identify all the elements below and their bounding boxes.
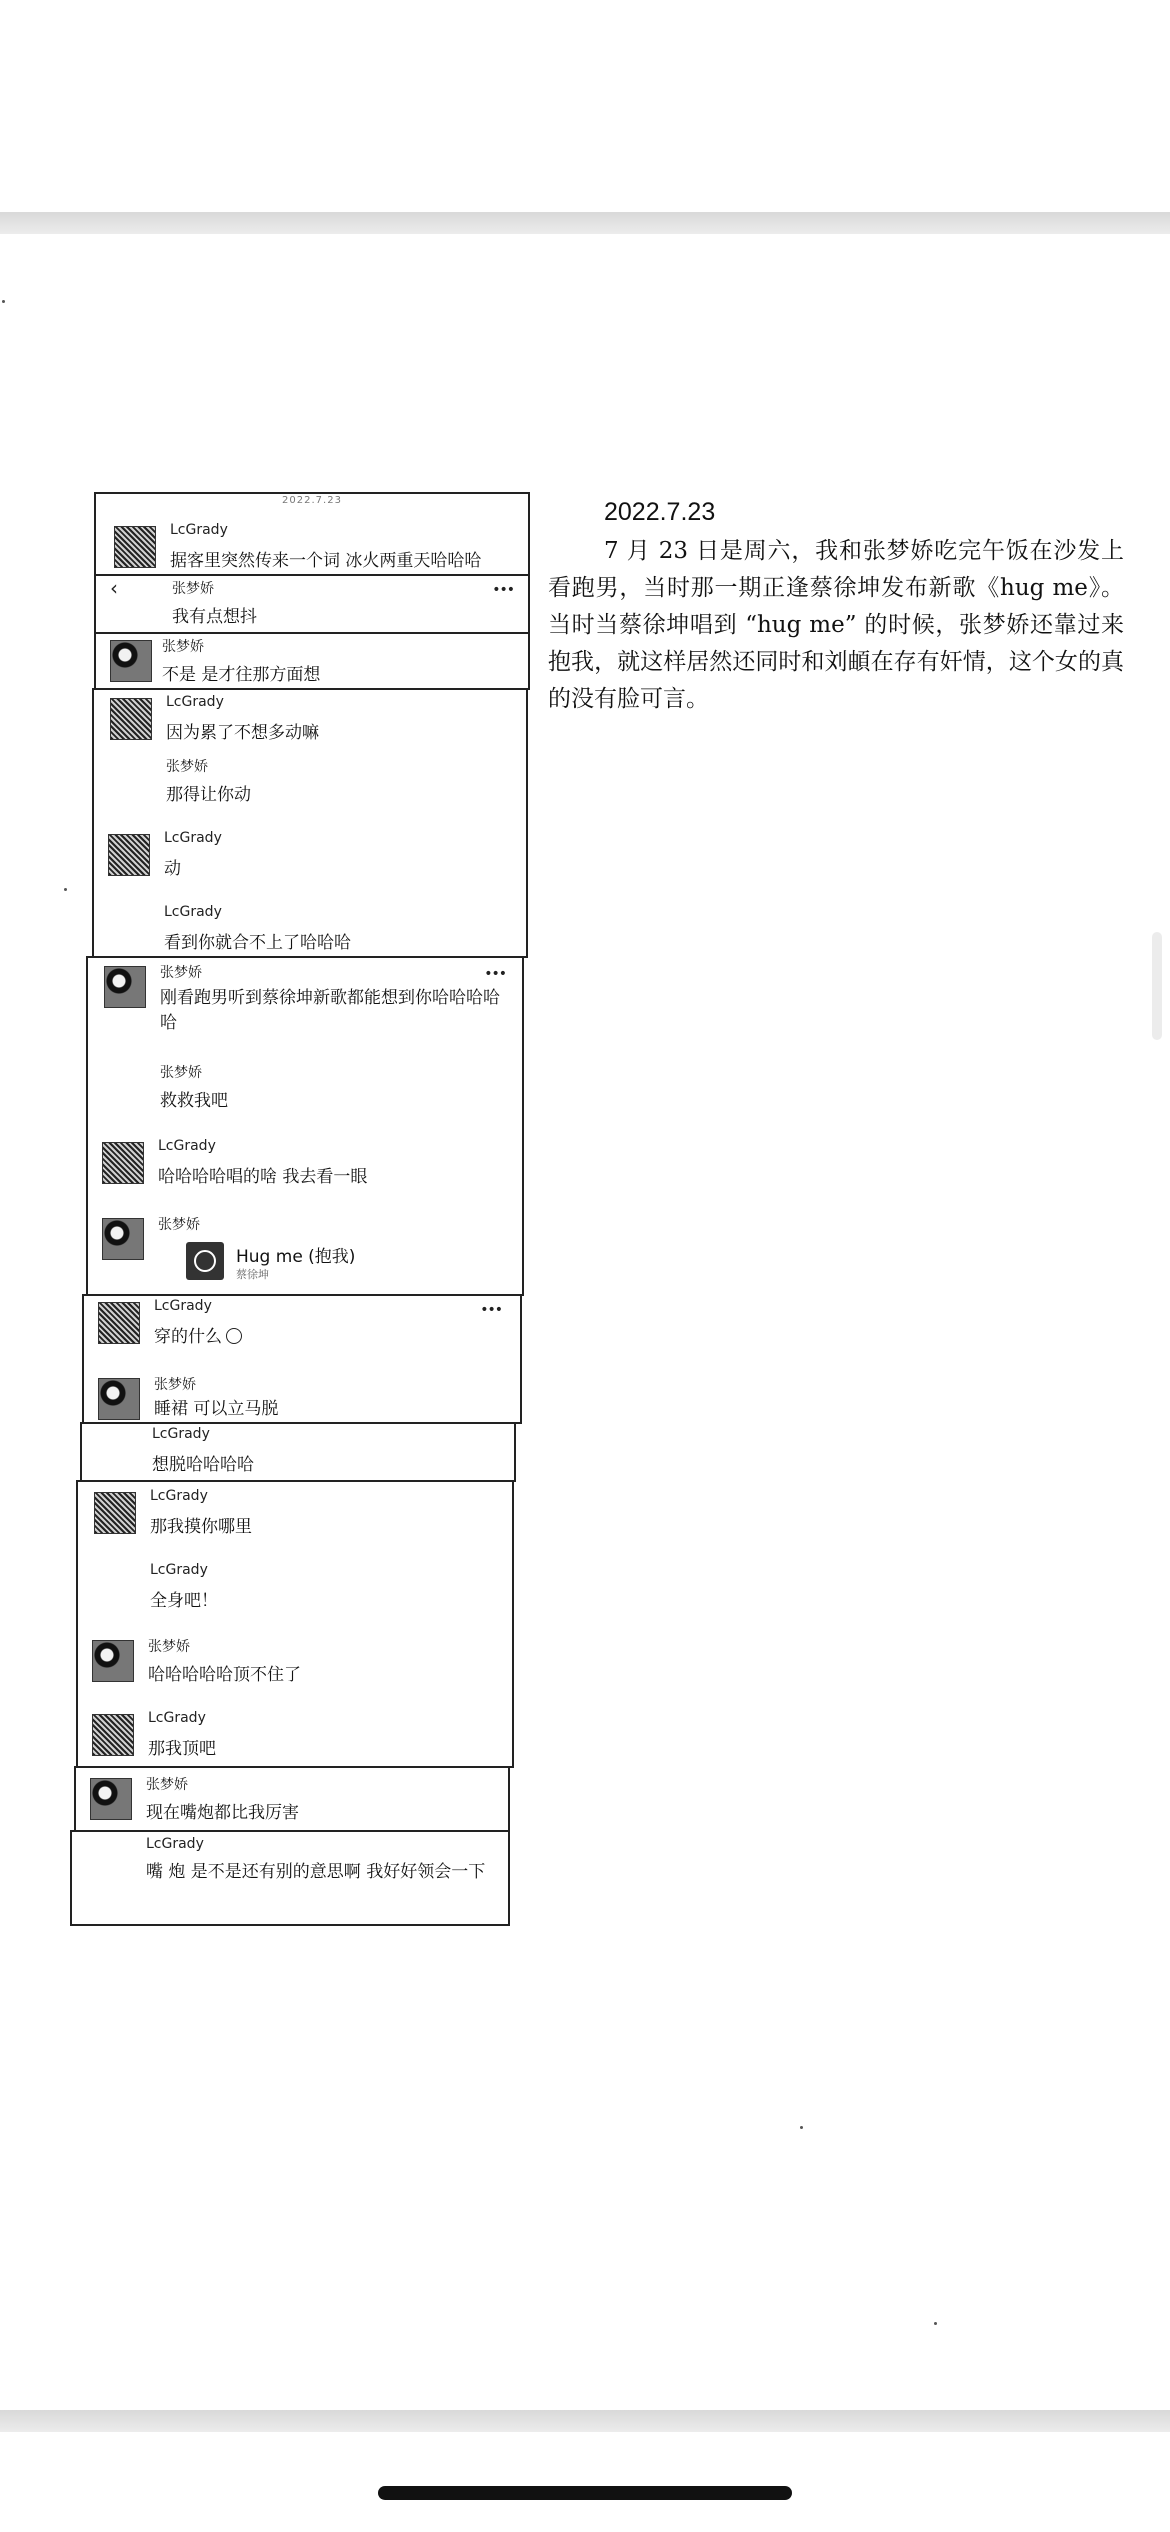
sender-name: LcGrady: [150, 1488, 208, 1504]
evidence-note: [548, 494, 1124, 718]
sender-name: LcGrady: [150, 1562, 208, 1578]
chat-screenshot-strip: [92, 688, 528, 958]
message-text: 睡裙 可以立马脱: [154, 1399, 279, 1419]
sender-name: 张梦娇: [162, 639, 204, 655]
sender-name: LcGrady: [166, 694, 224, 710]
message-text: 想脱哈哈哈哈: [152, 1455, 254, 1475]
message-text: 动: [164, 859, 181, 879]
avatar: [114, 526, 156, 568]
scan-speck: [64, 888, 67, 891]
avatar: [94, 1492, 136, 1534]
sender-name: LcGrady: [148, 1710, 206, 1726]
more-menu-icon: •••: [484, 966, 506, 982]
note-date: 2022.7.23: [604, 498, 716, 526]
chat-message: [110, 756, 520, 828]
chat-message: [98, 1374, 512, 1424]
avatar: [90, 1778, 132, 1820]
home-indicator[interactable]: [378, 2486, 792, 2500]
sender-name: LcGrady: [154, 1298, 212, 1314]
sender-name: 张梦娇: [166, 759, 208, 775]
sender-name: 张梦娇: [172, 581, 214, 597]
message-text: 据客里突然传来一个词 冰火两重天哈哈哈: [170, 551, 482, 571]
chat-message: [86, 1836, 502, 1924]
more-menu-icon: •••: [492, 582, 514, 598]
message-text: 嘴 炮 是不是还有别的意思啊 我好好领会一下: [146, 1862, 486, 1882]
message-text-content: 穿的什么: [154, 1327, 222, 1347]
message-text: [154, 1322, 242, 1347]
message-text: 那得让你动: [166, 785, 251, 805]
chat-date: 2022.7.23: [282, 495, 342, 506]
avatar: [110, 640, 152, 682]
message-text: 因为累了不想多动嘛: [166, 723, 319, 743]
chat-message: [90, 1774, 504, 1830]
message-text: 不是 是才往那方面想: [162, 665, 321, 685]
chat-screenshot-strip: [94, 632, 530, 690]
avatar: [92, 1714, 134, 1756]
chat-message: [104, 1062, 516, 1134]
avatar: [102, 1142, 144, 1184]
message-text: 全身吧！: [150, 1591, 218, 1611]
scan-speck: [934, 2322, 937, 2325]
scan-speck: [2, 300, 5, 303]
message-text: 我有点想抖: [172, 607, 257, 627]
song-title: Hug me (抱我): [236, 1247, 356, 1267]
sender-name: 张梦娇: [158, 1217, 200, 1233]
chat-message: [98, 1298, 512, 1370]
smiley-emoji-icon: [226, 1328, 242, 1344]
page-separator-bottom: [0, 2410, 1170, 2432]
sender-name: LcGrady: [146, 1836, 204, 1852]
message-text: 救救我吧: [160, 1091, 228, 1111]
chat-screenshot-strip: [70, 1830, 510, 1926]
chat-message: [92, 1636, 506, 1708]
chat-screenshot-strip: [86, 956, 524, 1296]
message-text: 刚看跑男听到蔡徐坤新歌都能想到你哈哈哈哈哈: [160, 988, 500, 1033]
sender-name: LcGrady: [152, 1426, 210, 1442]
scan-speck: [800, 2126, 803, 2129]
message-text: 看到你就合不上了哈哈哈: [164, 933, 351, 953]
sender-name: LcGrady: [170, 522, 228, 538]
avatar: [98, 1378, 140, 1420]
sender-name: 张梦娇: [154, 1377, 196, 1393]
chat-message: [94, 1488, 506, 1560]
chat-screenshot-strip: [74, 1766, 510, 1832]
chat-message: [102, 1214, 516, 1294]
chat-screenshot-strip: [94, 492, 530, 576]
more-menu-icon: •••: [480, 1302, 502, 1318]
message-text: 那我顶吧: [148, 1739, 216, 1759]
note-body: 7 月 23 日是周六，我和张梦娇吃完午饭在沙发上看跑男，当时那一期正逢蔡徐坤发布新歌《hug me》。当时当蔡徐坤唱到 “hug me” 的时候，张梦娇还靠过来抱我，就这样居然还同时和刘頔在存有奸情，这个女的真的没有脸可言。: [548, 538, 1124, 712]
chat-screenshot-strip: [76, 1480, 514, 1768]
chat-message: [104, 962, 516, 1042]
avatar: [108, 834, 150, 876]
sender-name: 张梦娇: [160, 965, 202, 981]
sender-name: LcGrady: [164, 830, 222, 846]
sender-name: 张梦娇: [160, 1065, 202, 1081]
avatar: [104, 966, 146, 1008]
sender-name: LcGrady: [158, 1138, 216, 1154]
chat-message: [108, 830, 520, 902]
chat-message: [92, 1710, 506, 1766]
chat-screenshot-strip: [94, 574, 530, 634]
chat-message: [102, 1138, 516, 1210]
message-text: 那我摸你哪里: [150, 1517, 252, 1537]
song-artist: 蔡徐坤: [236, 1268, 269, 1281]
message-text: 哈哈哈哈唱的啥 我去看一眼: [158, 1167, 368, 1187]
strip-header: [96, 494, 528, 512]
scrollbar[interactable]: [1152, 932, 1162, 1040]
avatar: [98, 1302, 140, 1344]
sender-name: 张梦娇: [146, 1777, 188, 1793]
back-icon: ‹: [110, 576, 118, 600]
play-icon[interactable]: [186, 1242, 224, 1280]
sender-name: 张梦娇: [148, 1639, 190, 1655]
avatar: [92, 1640, 134, 1682]
avatar: [102, 1218, 144, 1260]
message-text: 现在嘴炮都比我厉害: [146, 1803, 299, 1823]
chat-message: [94, 1562, 506, 1634]
page-separator-top: [0, 212, 1170, 234]
sender-name: LcGrady: [164, 904, 222, 920]
chat-screenshot-strip: [80, 1422, 516, 1482]
chat-screenshot-strip: [82, 1294, 522, 1424]
message-text: 哈哈哈哈哈顶不住了: [148, 1665, 301, 1685]
avatar: [110, 698, 152, 740]
